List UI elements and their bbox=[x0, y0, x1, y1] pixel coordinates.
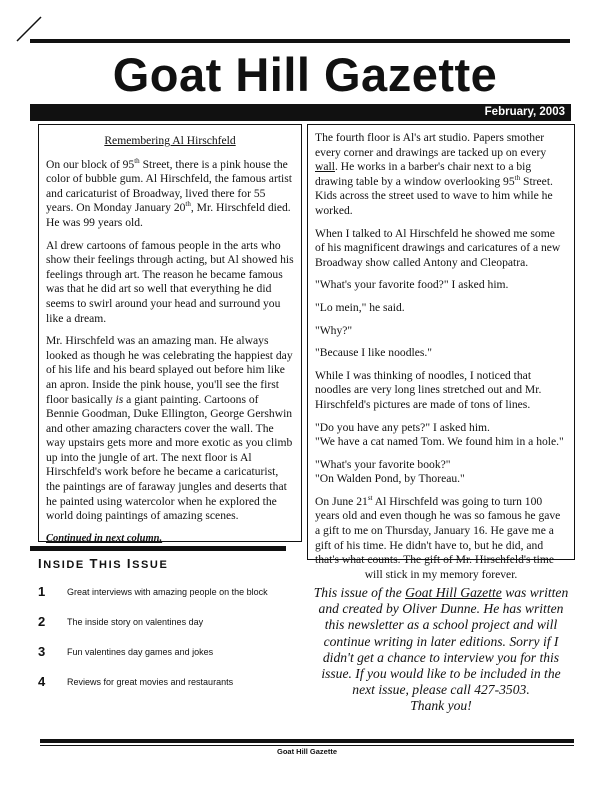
article-closing-line: will stick in my memory forever. bbox=[364, 567, 518, 581]
article-title: Remembering Al Hirschfeld bbox=[104, 134, 236, 147]
footer-rule-thin bbox=[40, 745, 574, 746]
masthead-top-rule bbox=[30, 39, 570, 43]
issue-date-bar bbox=[30, 104, 571, 121]
item-text: Great interviews with amazing people on the block bbox=[67, 587, 268, 597]
article-paragraph: On our block of 95th Street, there is a pink house the color of bubble gum. Al Hirschfeld, the famous artist and caricaturist of Broadway, lived there for 55 years. On Monday January 20th, Mr. Hirschfeld died. He was 99 years old. bbox=[46, 156, 292, 229]
interview-answer: "On Walden Pond, by Thoreau." bbox=[315, 472, 465, 486]
list-item bbox=[38, 644, 298, 674]
continued-note: Continued in next column. bbox=[46, 532, 163, 544]
inside-issue-rule bbox=[30, 546, 286, 551]
footer-title: Goat Hill Gazette bbox=[276, 747, 337, 756]
item-number: 4 bbox=[38, 674, 46, 689]
article-right-column bbox=[307, 124, 575, 581]
interview-answer: "We have a cat named Tom. We found him in a hole." bbox=[315, 435, 564, 449]
article-left-column bbox=[38, 124, 302, 542]
issue-date: February, 2003 bbox=[484, 106, 565, 118]
item-text: Fun valentines day games and jokes bbox=[67, 647, 214, 657]
list-item bbox=[38, 584, 298, 614]
interview-question: "Do you have any pets?" I asked him. bbox=[315, 420, 490, 434]
list-item bbox=[38, 614, 298, 644]
footer-rule bbox=[40, 739, 574, 743]
interview-question: "Why?" bbox=[315, 323, 353, 337]
inside-issue-heading: INSIDE THIS ISSUE bbox=[38, 556, 169, 571]
newsletter-title: Goat Hill Gazette bbox=[112, 48, 498, 101]
newsletter-name: Goat Hill Gazette bbox=[405, 585, 502, 600]
item-text: Reviews for great movies and restaurants bbox=[67, 677, 234, 687]
article-paragraph: Mr. Hirschfeld was an amazing man. He always looked as though he was celebrating the happiest day of his life and his beard splayed out before him like an apron. Inside the pink house, you'll see the first floor basically is a giant painting. Cartoons of Bennie Goodman, Duke Ellington, George Gershwin and other amazing characters cover the wall. The way upstairs gets more and more exotic as you climb up into the jungle of art. The next floor is Al Hirschfeld's work before he became a caricaturist, the paintings are of faraway jungles and deserts that he painted using watercolor when he explored the world doing paintings of amazing scenes. bbox=[46, 334, 293, 523]
interview-answer: "Lo mein," he said. bbox=[315, 300, 405, 314]
article-paragraph: On June 21st Al Hirschfeld was going to turn 100 years old and even though he was so famous he gave a gift to me on Thursday, January 16. He gave me a gift of his time. He didn't have to, but he did, and that's what counts. The gift of Mr. Hirschfeld's time bbox=[315, 494, 561, 567]
article-paragraph: Al drew cartoons of famous people in the arts who show their feelings through acting, but Al showed his feelings through art. The reason he became famous was that he did art so well that everything he did seems to swirl around your head and surround you like a dream. bbox=[46, 238, 294, 325]
list-item bbox=[38, 674, 298, 704]
item-number: 3 bbox=[38, 644, 46, 659]
interview-question: "What's your favorite book?" bbox=[315, 457, 451, 471]
interview-answer: "Because I like noodles." bbox=[315, 346, 432, 360]
item-text: The inside story on valentines day bbox=[67, 617, 204, 627]
article-paragraph: The fourth floor is Al's art studio. Papers smother every corner and drawings are tacked up on every wall. He works in a barber's chair next to a big drawing table by a window overlooking 95th Street. Kids across the street used to wave to him while he worked. bbox=[315, 131, 553, 217]
about-this-issue-note: This issue of the Goat Hill Gazette was written and created by Oliver Dunne. He has written this newsletter as a school project and will continue writing in later editions. Sorry if I didn't get a chance to interview you for this issue. If you would like to be included in the next issue, please call 427-3503. Thank you! bbox=[313, 585, 569, 714]
item-number: 1 bbox=[38, 584, 46, 599]
item-number: 2 bbox=[38, 614, 46, 629]
inside-issue-list bbox=[38, 584, 298, 704]
thank-you-text: Thank you! bbox=[410, 698, 472, 714]
article-paragraph: While I was thinking of noodles, I noticed that noodles are very long lines stretched out and Mr. Hirschfeld's pictures are made of tons of lines. bbox=[315, 368, 542, 411]
interview-question: "What's your favorite food?" I asked him. bbox=[315, 278, 509, 292]
article-paragraph: When I talked to Al Hirschfeld he showed me some of his magnificent drawings and caricatures of a new Broadway show called Antony and Cleopatra. bbox=[315, 226, 561, 269]
